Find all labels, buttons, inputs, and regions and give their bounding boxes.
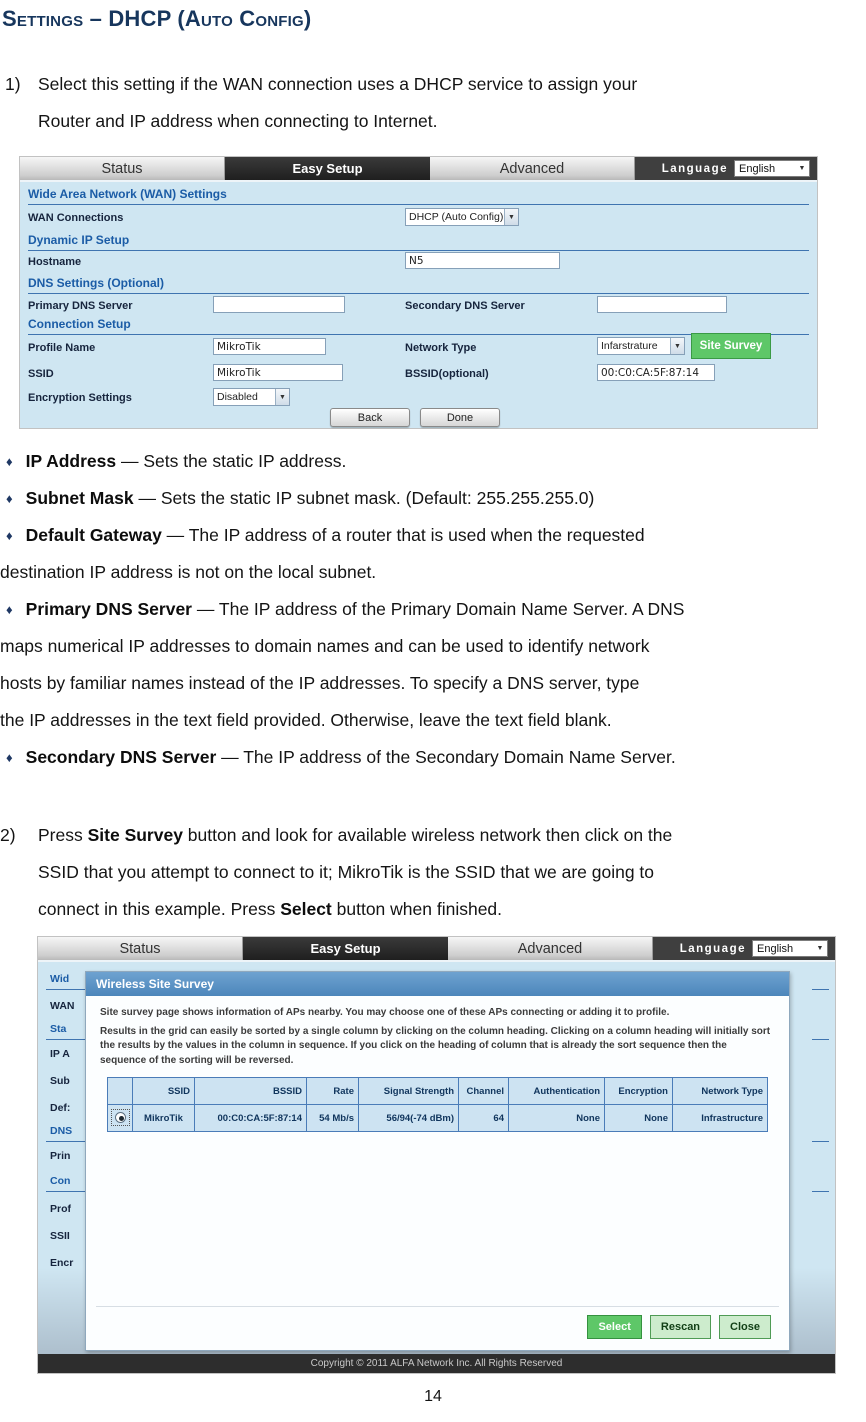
bssid-label: BSSID(optional) [405,368,489,380]
dialog-title: Wireless Site Survey [86,972,789,996]
select-button[interactable]: Select [587,1315,641,1339]
section-heading-dynamic-ip: Dynamic IP Setup [28,233,130,247]
bullet-text: hosts by familiar names instead of the IP addresses. To specify a DNS server, type [0,673,640,693]
bullet-text: — Sets the static IP subnet mask. (Default: 255.255.255.0) [133,488,595,508]
cell-encryption: None [605,1105,673,1132]
divider [812,989,829,990]
language-area [635,157,817,180]
step-2 [0,817,866,928]
bullet-item [0,739,866,776]
bullet-icon: ♦ [6,602,13,617]
dialog-sort-hint: Results in the grid can easily be sorted by a single column by clicking on the column heading. Clicking on a column heading will initially sort the results by the values in the column in sequence. If you click on the heading of column that is already the sort sequence then the sequence of the sorting will be reversed. [100,1025,771,1066]
encryption-settings-select[interactable]: Disabled ▼ [213,388,290,406]
divider [46,1191,85,1192]
cell-authentication: None [509,1105,605,1132]
chevron-down-icon: ▼ [798,165,806,172]
network-type-label: Network Type [405,342,477,354]
bg-label: Def: [50,1102,71,1114]
divider [46,989,85,990]
bg-label: Encr [50,1257,74,1269]
section-heading-connection: Connection Setup [28,317,131,331]
column-header-signal-strength[interactable]: Signal Strength [359,1078,459,1105]
profile-name-label: Profile Name [28,342,96,354]
language-label: Language [661,162,728,175]
hostname-label: Hostname [28,256,82,268]
step-2-text: Press Site Survey button and look for available wireless network then click on the [38,825,673,845]
wan-connections-select[interactable]: DHCP (Auto Config) ▼ [405,208,519,226]
column-header-channel[interactable]: Channel [459,1078,509,1105]
ssid-label: SSID [28,368,54,380]
language-select-value: English [739,162,776,175]
bg-label: Sub [50,1075,70,1087]
language-select[interactable] [752,940,828,957]
done-button[interactable]: Done [420,408,500,427]
primary-dns-label: Primary DNS Server [28,300,133,312]
language-select[interactable] [734,160,810,177]
bg-label: Con [50,1175,71,1187]
site-survey-button[interactable]: Site Survey [691,333,771,359]
secondary-dns-label: Secondary DNS Server [405,300,525,312]
step-1 [0,66,866,140]
bullet-item [0,443,866,480]
language-select-value: English [757,942,794,955]
bullet-text: destination IP address is not on the local subnet. [0,562,377,582]
back-button[interactable]: Back [330,408,410,427]
dialog-description: Site survey page shows information of APs nearby. You may choose one of these APs connecting or adding it to profile. [100,1007,670,1018]
column-header-network-type[interactable]: Network Type [673,1078,768,1105]
bullet-text: the IP addresses in the text field provided. Otherwise, leave the text field blank. [0,710,612,730]
bullet-term: IP Address [25,451,117,471]
ssid-input[interactable] [213,364,343,381]
divider [812,1141,829,1142]
table-row[interactable] [108,1105,768,1132]
step-2-text: SSID that you attempt to connect to it; MikroTik is the SSID that we are going to [38,862,655,882]
bg-label: WAN [50,1000,75,1012]
bullet-text: — Sets the static IP address. [116,451,347,471]
divider [812,1191,829,1192]
divider [28,250,809,251]
divider [28,204,809,205]
chevron-down-icon: ▼ [816,945,824,952]
profile-name-input[interactable] [213,338,326,355]
tab-bar [20,157,817,180]
screenshot-site-survey [38,937,835,1373]
chevron-down-icon: ▼ [275,389,289,405]
cell-channel: 64 [459,1105,509,1132]
column-header-rate[interactable]: Rate [307,1078,359,1105]
background-panel [38,960,835,1354]
step-1-text: Select this setting if the WAN connection uses a DHCP service to assign your [38,74,638,94]
bg-label: DNS [50,1125,73,1137]
step-1-text: Router and IP address when connecting to Internet. [38,111,438,131]
divider [46,1141,85,1142]
bg-label: IP A [50,1048,70,1060]
bullet-item [0,480,866,517]
page-number: 14 [424,1388,442,1405]
bg-label: Sta [50,1023,67,1035]
network-type-select[interactable]: Infarstrature ▼ [597,337,685,355]
bullet-item [0,517,866,554]
bullet-term: Default Gateway [25,525,162,545]
divider [46,1039,85,1040]
bssid-input[interactable] [597,364,715,381]
cell-signal-strength: 56/94(-74 dBm) [359,1105,459,1132]
site-survey-table [107,1077,768,1132]
bg-label: Prin [50,1150,71,1162]
column-header-ssid[interactable]: SSID [133,1078,195,1105]
bullet-icon: ♦ [6,454,13,469]
tab-easy-setup[interactable]: Easy Setup [225,157,430,180]
bullet-text: maps numerical IP addresses to domain names and can be used to identify network [0,636,650,656]
tab-easy-setup[interactable]: Easy Setup [243,937,448,960]
divider [96,1306,779,1307]
chevron-down-icon: ▼ [670,338,684,354]
screenshot-easy-setup [20,157,817,428]
step-2-text: connect in this example. Press Select button when finished. [38,899,503,919]
hostname-input[interactable] [405,252,560,269]
cell-rate: 54 Mb/s [307,1105,359,1132]
column-header-bssid[interactable]: BSSID [195,1078,307,1105]
tab-status[interactable]: Status [20,157,225,180]
divider [812,1039,829,1040]
primary-dns-input[interactable] [213,296,345,313]
bullet-icon: ♦ [6,491,13,506]
tab-advanced[interactable]: Advanced [448,937,653,960]
wireless-site-survey-dialog [85,971,790,1351]
bullet-text: — The IP address of the Primary Domain Name Server. A DNS [192,599,685,619]
tab-status[interactable]: Status [38,937,243,960]
bullet-list [0,443,866,776]
bg-label: Prof [50,1203,71,1215]
cell-bssid: 00:C0:CA:5F:87:14 [195,1105,307,1132]
ap-select-radio[interactable] [112,1110,129,1125]
section-heading-dns: DNS Settings (Optional) [28,276,164,290]
bullet-term: Secondary DNS Server [25,747,217,767]
section-heading-wan: Wide Area Network (WAN) Settings [28,187,227,201]
bg-label: SSII [50,1230,70,1242]
close-button[interactable]: Close [719,1315,771,1339]
wan-settings-panel [20,180,817,428]
divider [28,293,809,294]
column-header-encryption[interactable]: Encryption [605,1078,673,1105]
column-header-authentication[interactable]: Authentication [509,1078,605,1105]
encryption-settings-label: Encryption Settings [28,392,132,404]
step-1-number: 1) [5,74,21,94]
table-header-row [108,1078,768,1105]
bullet-text: — The IP address of the Secondary Domain Name Server. [216,747,676,767]
page-title: Settings – DHCP (Auto Config) [2,6,312,31]
dialog-buttons [587,1315,771,1339]
bullet-text: — The IP address of a router that is used when the requested [161,525,645,545]
language-area [653,937,835,960]
language-label: Language [679,942,746,955]
bullet-icon: ♦ [6,528,13,543]
bullet-term: Primary DNS Server [25,599,192,619]
tab-bar [38,937,835,960]
bg-label: Wid [50,973,70,985]
bullet-term: Subnet Mask [25,488,134,508]
rescan-button[interactable]: Rescan [650,1315,711,1339]
step-2-number: 2) [0,825,16,845]
radio-column-header [108,1078,133,1105]
secondary-dns-input[interactable] [597,296,727,313]
copyright-footer: Copyright © 2011 ALFA Network Inc. All Rights Reserved [38,1354,835,1373]
tab-advanced[interactable]: Advanced [430,157,635,180]
cell-network-type: Infrastructure [673,1105,768,1132]
bullet-item [0,591,866,628]
wan-connections-label: WAN Connections [28,212,124,224]
chevron-down-icon: ▼ [504,209,518,225]
cell-ssid: MikroTik [133,1105,195,1132]
bullet-icon: ♦ [6,750,13,765]
